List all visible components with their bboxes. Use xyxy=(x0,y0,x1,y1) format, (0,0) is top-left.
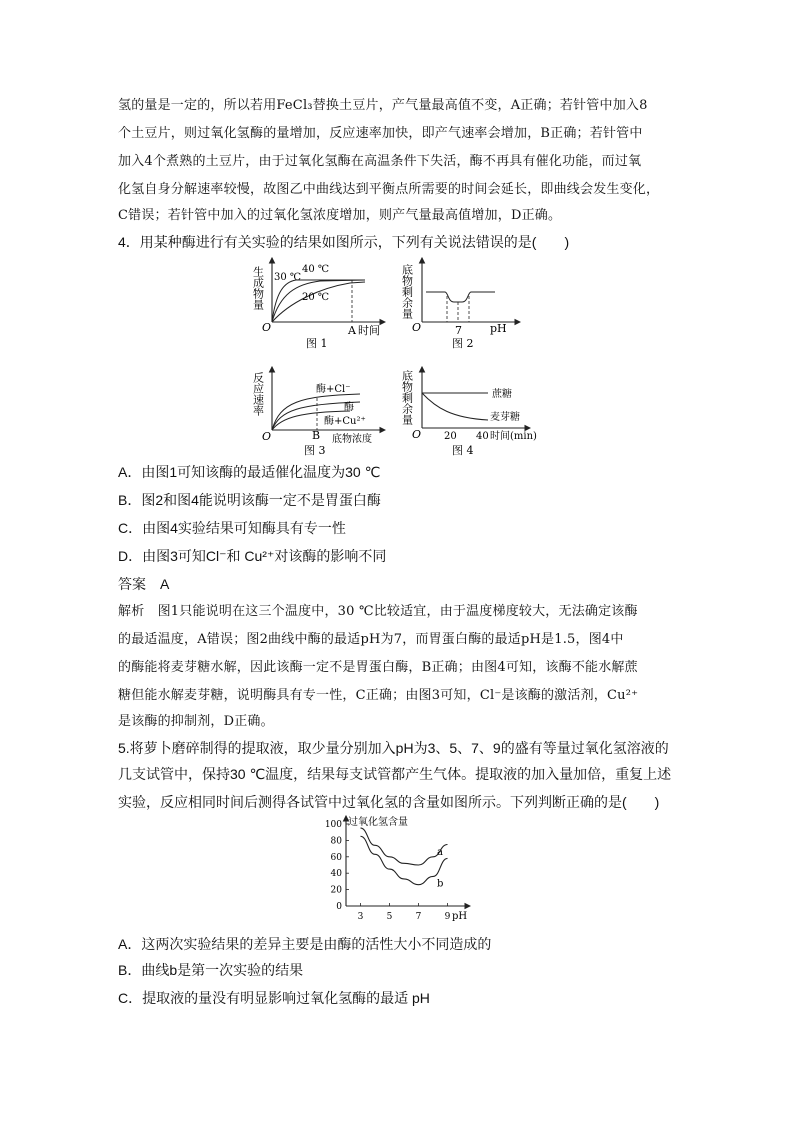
fig1-mark-A: A xyxy=(348,324,356,337)
text-line: 的最适温度，A错误；图2曲线中酶的最适pH为7，而胃蛋白酶的最适pH是1.5，图4中 xyxy=(118,632,624,647)
text-line: 糖但能水解麦芽糖，说明酶具有专一性，C正确；由图3可知，Cl⁻是该酶的激活剂，Cu²⁺ xyxy=(118,688,639,703)
fig1-label-20: 20 ℃ xyxy=(302,292,330,303)
fig3-origin: O xyxy=(262,430,272,443)
fig4-tick-20: 20 xyxy=(444,431,457,442)
q4-option-d: D．由图3可知Cl⁻和 Cu²⁺对该酶的影响不同 xyxy=(118,548,387,564)
fig1-caption: 图 1 xyxy=(306,337,328,350)
text-line: 加入4个煮熟的土豆片，由于过氧化氢酶在高温条件下失活，酶不再具有催化功能，而过氧 xyxy=(118,154,642,169)
y-tick-label: 0 xyxy=(336,902,342,912)
fig4-tick-40: 40 xyxy=(476,431,489,442)
fig1-label-30: 30 ℃ xyxy=(274,272,302,283)
text-line: 氢的量是一定的，所以若用FeCl₃替换土豆片，产气量最高值不变，A正确；若针管中加入8 xyxy=(118,98,648,113)
text-line: 化氢自身分解速率较慢，故图乙中曲线达到平衡点所需要的时间会延长，即曲线会发生变化， xyxy=(118,182,660,197)
text-line: 解析 图1只能说明在这三个温度中，30 ℃比较适宜，由于温度梯度较大，无法确定该酶 xyxy=(118,604,638,619)
fig3-label-cl: 酶+Cl⁻ xyxy=(316,384,351,395)
fig2-caption: 图 2 xyxy=(452,337,474,350)
y-tick-label: 40 xyxy=(330,869,342,880)
q4-option-c: C．由图4实验结果可知酶具有专一性 xyxy=(118,520,346,536)
text-line: 的酶能将麦芽糖水解，因此该酶一定不是胃蛋白酶，B正确；由图4可知，该酶不能水解蔗 xyxy=(118,660,638,675)
question-5-chart xyxy=(322,812,482,924)
question-4-stem: 4．用某种酶进行有关实验的结果如图所示，下列有关说法错误的是( ) xyxy=(118,234,570,250)
text-line: 是该酶的抑制剂，D正确。 xyxy=(118,714,274,729)
fig3-label-enzyme: 酶 xyxy=(344,402,354,413)
fig4-xlabel: 时间(min) xyxy=(490,431,537,442)
question-4-figures xyxy=(240,252,560,462)
fig4-caption: 图 4 xyxy=(452,444,474,457)
y-tick-label: 80 xyxy=(330,836,342,847)
fig3-ylabel: 反应速率 xyxy=(251,372,265,416)
question-5-stem-2: 几支试管中，保持30 ℃温度，结果每支试管都产生气体。提取液的加入量加倍，重复上述 xyxy=(118,766,672,782)
text-line: C错误；若针管中加入的过氧化氢浓度增加，则产气量最高值增加，D正确。 xyxy=(118,208,562,223)
fig1-xlabel: 时间 xyxy=(358,324,380,337)
figure-1 xyxy=(252,258,386,350)
q4-answer: 答案 A xyxy=(118,576,170,592)
figure-2 xyxy=(401,258,521,350)
fig2-ylabel: 底物剩余量 xyxy=(400,264,414,319)
fig3-caption: 图 3 xyxy=(304,444,326,457)
fig1-ylabel: 生成物量 xyxy=(251,266,265,310)
question-5-stem-3: 实验，反应相同时间后测得各试管中过氧化氢的含量如图所示。下列判断正确的是( ) xyxy=(118,794,660,810)
q4-option-a: A．由图1可知该酶的最适催化温度为30 ℃ xyxy=(118,464,381,480)
fig2-origin: O xyxy=(412,321,422,334)
series-a-line xyxy=(361,828,448,865)
fig4-label-sucrose: 蔗糖 xyxy=(492,389,512,400)
series-a-label: a xyxy=(437,846,443,858)
q5-option-a: A．这两次实验结果的差异主要是由酶的活性大小不同造成的 xyxy=(118,936,492,952)
series-b-line xyxy=(361,836,448,884)
fig2-tick-7: 7 xyxy=(455,324,462,337)
x-tick-label: 7 xyxy=(415,912,422,922)
q5-option-c: C．提取液的量没有明显影响过氧化氢酶的最适 pH xyxy=(118,990,430,1006)
chart-xlabel: pH xyxy=(452,911,468,922)
figure-3 xyxy=(252,367,386,457)
q5-option-b: B．曲线b是第一次实验的结果 xyxy=(118,962,304,978)
fig1-origin: O xyxy=(262,321,272,334)
series-b-label: b xyxy=(437,878,444,890)
fig3-xlabel: 底物浓度 xyxy=(332,434,372,445)
y-tick-label: 100 xyxy=(324,820,342,830)
q4-option-b: B．图2和图4能说明该酶一定不是胃蛋白酶 xyxy=(118,492,381,508)
x-tick-label: 5 xyxy=(386,912,393,922)
x-tick-label: 9 xyxy=(444,912,451,922)
fig2-xlabel: pH xyxy=(490,322,507,335)
fig3-mark-B: B xyxy=(312,429,321,442)
chart-title: 过氧化氢含量 xyxy=(348,817,408,828)
figure-4 xyxy=(401,367,538,457)
x-tick-label: 3 xyxy=(357,912,364,922)
fig4-origin: O xyxy=(412,428,422,441)
fig4-label-maltose: 麦芽糖 xyxy=(490,412,520,423)
question-5-stem-1: 5.将萝卜磨碎制得的提取液，取少量分别加入pH为3、5、7、9的盛有等量过氧化氢溶液的 xyxy=(118,740,669,756)
fig1-label-40: 40 ℃ xyxy=(302,264,330,275)
fig3-label-cu: 酶+Cu²⁺ xyxy=(324,416,366,427)
y-tick-label: 20 xyxy=(330,885,342,896)
y-tick-label: 60 xyxy=(330,852,342,863)
text-line: 个土豆片，则过氧化氢酶的量增加，反应速率加快，即产气速率会增加，B正确；若针管中 xyxy=(118,126,643,141)
fig4-ylabel: 底物剩余量 xyxy=(400,370,414,425)
